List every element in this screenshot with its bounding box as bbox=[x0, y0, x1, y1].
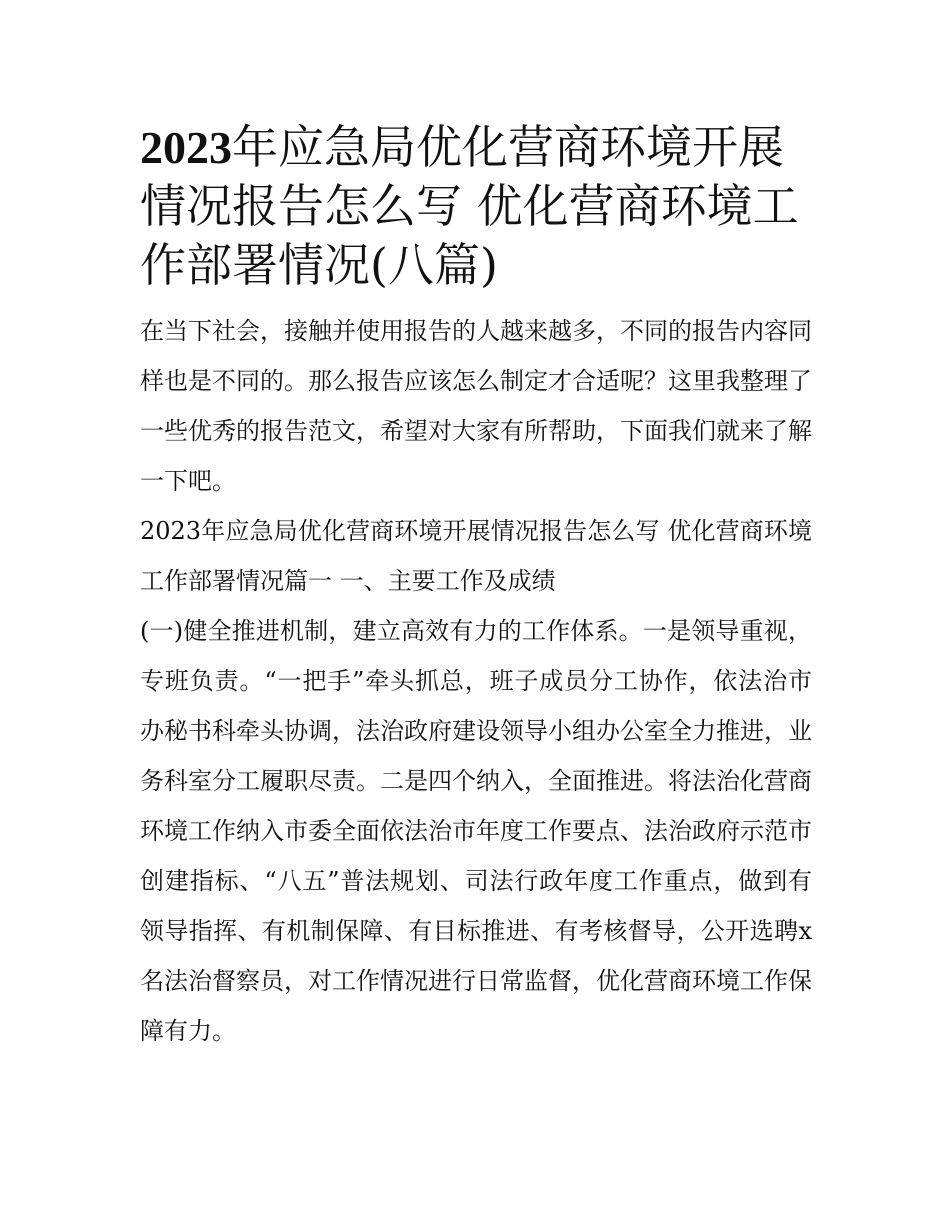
document-content bbox=[140, 118, 812, 1056]
intro-paragraph: 在当下社会，接触并使用报告的人越来越多，不同的报告内容同样也是不同的。那么报告应该怎么制定才合适呢？这里我整理了一些优秀的报告范文，希望对大家有所帮助，下面我们就来了解一下吧。 bbox=[140, 317, 812, 495]
document-title bbox=[140, 118, 812, 295]
title-year: 2023 bbox=[140, 122, 232, 173]
body-paragraph: (一)健全推进机制，建立高效有力的工作体系。一是领导重视，专班负责。“一把手”牵头抓总，班子成员分工协作，依法治市办秘书科牵头协调，法治政府建设领导小组办公室全力推进，业务科室分工履职尽责。二是四个纳入，全面推进。将法治化营商环境工作纳入市委全面依法治市年度工作要点、法治政府示范市创建指标、“八五”普法规划、司法行政年度工作重点，做到有领导指挥、有机制保障、有目标推进、有考核督导，公开选聘x名法治督察员，对工作情况进行日常监督，优化营商环境工作保障有力。 bbox=[140, 617, 812, 1045]
title-text: 年应急局优化营商环境开展情况报告怎么写 优化营商环境工作部署情况(八篇) bbox=[140, 120, 799, 292]
section-heading: 2023年应急局优化营商环境开展情况报告怎么写 优化营商环境工作部署情况篇一 一、主要工作及成绩 bbox=[140, 517, 812, 595]
